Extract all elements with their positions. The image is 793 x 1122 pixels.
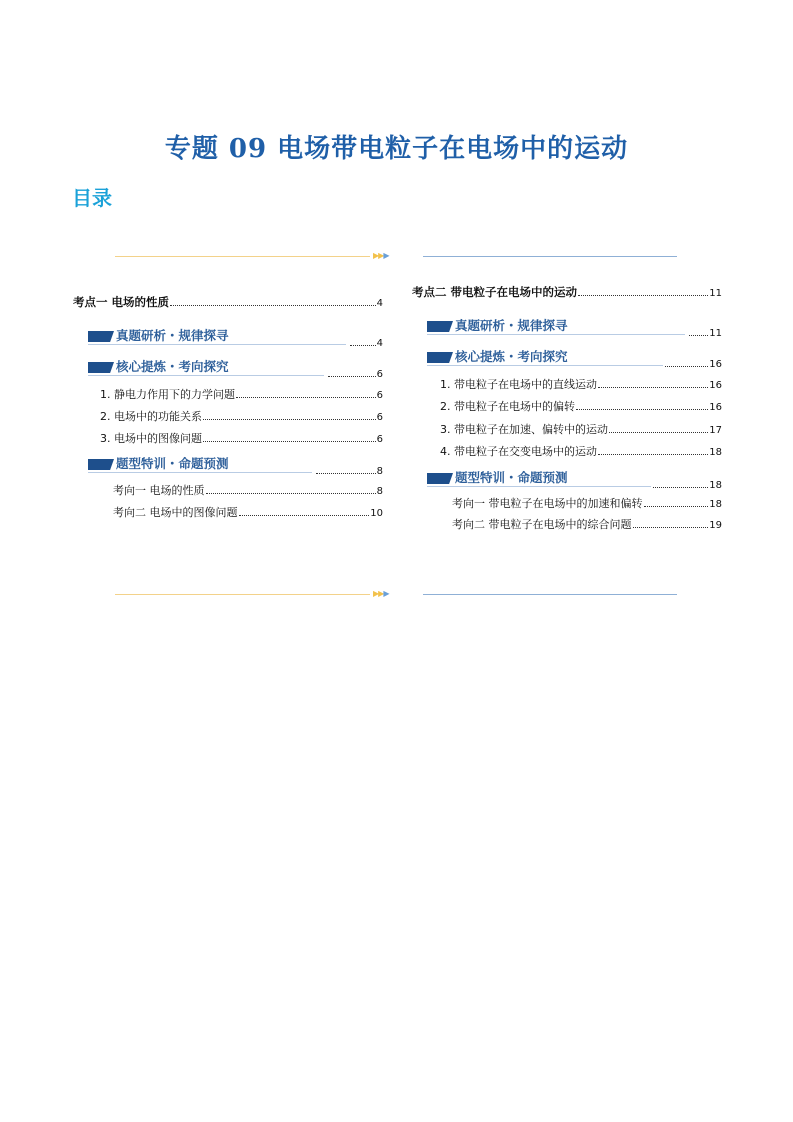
section-page-tixing-2: 18	[653, 479, 722, 492]
section-page-zhenti-1: 4	[350, 337, 383, 350]
page-title: 专题 09 电场带电粒子在电场中的运动	[164, 134, 629, 164]
toc-topic-1[interactable]: 考点一 电场的性质 4	[73, 295, 383, 309]
banner-flag-icon	[88, 331, 114, 342]
section-banner-hexin-2[interactable]: 核心提炼・考向探究	[427, 349, 665, 367]
banner-flag-icon	[88, 459, 114, 470]
toc-item-core-2-4[interactable]: 4. 带电粒子在交变电场中的运动 18	[440, 445, 722, 458]
toc-item-core-1-2[interactable]: 2. 电场中的功能关系 6	[100, 410, 383, 423]
section-page-zhenti-2: 11	[689, 327, 722, 340]
toc-item-train-2-1[interactable]: 考向一 带电粒子在电场中的加速和偏转 18	[452, 497, 722, 510]
banner-flag-icon	[427, 321, 453, 332]
toc-item-train-1-1[interactable]: 考向一 电场的性质 8	[113, 484, 383, 497]
arrow-icons: ▶▶▶	[373, 589, 389, 598]
toc-heading: 目录	[72, 186, 112, 210]
section-page-tixing-1: 8	[316, 465, 383, 478]
section-banner-hexin-1[interactable]: 核心提炼・考向探究	[88, 359, 328, 377]
bottom-divider	[115, 589, 677, 599]
section-page-hexin-1: 6	[328, 368, 383, 381]
toc-item-train-2-2[interactable]: 考向二 带电粒子在电场中的综合问题 19	[452, 518, 722, 531]
arrow-icons: ▶▶▶	[373, 251, 389, 260]
toc-item-core-1-3[interactable]: 3. 电场中的图像问题 6	[100, 432, 383, 445]
section-banner-zhenti-2[interactable]: 真题研析・规律探寻	[427, 318, 689, 336]
banner-flag-icon	[88, 362, 114, 373]
toc-item-core-1-1[interactable]: 1. 静电力作用下的力学问题 6	[100, 388, 383, 401]
section-banner-zhenti-1[interactable]: 真题研析・规律探寻	[88, 328, 348, 346]
banner-flag-icon	[427, 473, 453, 484]
toc-item-train-1-2[interactable]: 考向二 电场中的图像问题 10	[113, 506, 383, 519]
section-page-hexin-2: 16	[665, 358, 722, 371]
top-divider	[115, 251, 677, 261]
toc-item-core-2-3[interactable]: 3. 带电粒子在加速、偏转中的运动 17	[440, 423, 722, 436]
banner-flag-icon	[427, 352, 453, 363]
toc-item-core-2-1[interactable]: 1. 带电粒子在电场中的直线运动 16	[440, 378, 722, 391]
section-banner-tixing-1[interactable]: 题型特训・命题预测	[88, 456, 316, 474]
section-banner-tixing-2[interactable]: 题型特训・命题预测	[427, 470, 653, 488]
toc-item-core-2-2[interactable]: 2. 带电粒子在电场中的偏转 16	[440, 400, 722, 413]
toc-topic-2[interactable]: 考点二 带电粒子在电场中的运动 11	[412, 285, 722, 299]
